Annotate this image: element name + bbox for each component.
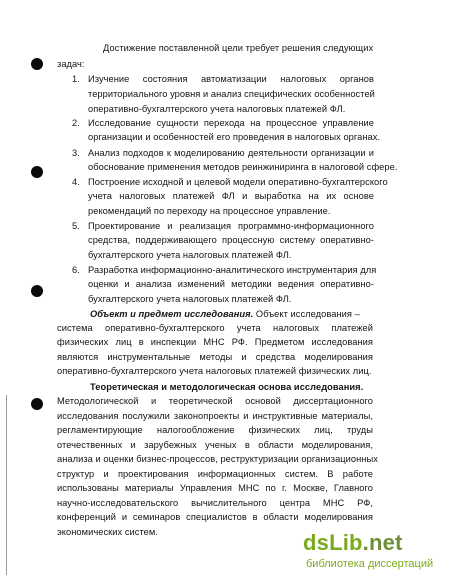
object-line: физических лиц в инспекции МНС РФ. Предметом исследования <box>57 337 373 347</box>
theory-line: отечественных и зарубежных ученых в области моделирования, <box>57 440 373 450</box>
logo-tld-text: .net <box>362 530 403 555</box>
task-line: бухгалтерского учета налоговых платежей ФЛ. <box>88 250 292 260</box>
dslib-logo <box>303 530 403 556</box>
task-number: 5. <box>72 221 80 231</box>
theory-line: научно-исследовательского вычислительного центра МНС РФ, <box>57 498 373 508</box>
theory-line: исследования послужили законопроекты и инструктивные материалы, <box>57 411 373 421</box>
task-line: Построение исходной и целевой модели оперативно-бухгалтерского <box>88 177 388 187</box>
task-line: обоснование применения методов реинжиниринга в налоговой сфере. <box>88 162 398 172</box>
task-line: Изучение состояния автоматизации налоговых органов <box>88 74 374 84</box>
object-line: оперативно-бухгалтерского учета налоговых платежей физических лиц. <box>57 366 372 376</box>
task-number: 2. <box>72 118 80 128</box>
object-heading: Объект и предмет исследования. <box>90 309 254 319</box>
object-line: система оперативно-бухгалтерского учета налоговых платежей <box>57 323 373 333</box>
task-number: 6. <box>72 265 80 275</box>
object-line: являются инструментальные методы и средства моделирования <box>57 352 373 362</box>
task-line: бухгалтерского учета налоговых платежей ФЛ. <box>88 294 292 304</box>
theory-line: анализа и оценки бизнес-процессов, реструктуризации организационных <box>57 454 378 464</box>
theory-heading: Теоретическая и методологическая основа исследования. <box>90 382 364 392</box>
intro-line: Достижение поставленной цели требует решения следующих <box>103 43 374 53</box>
task-line: рекомендаций по переходу на процессное управление. <box>88 206 331 216</box>
task-line: Анализ подходов к моделированию деятельности организации и <box>88 148 374 158</box>
task-line: организации и особенностей его проведения в налоговых органах. <box>88 132 381 142</box>
task-line: учета налоговых платежей ФЛ и выработка на их основе <box>88 191 374 201</box>
task-line: Исследование сущности перехода на процессное управление <box>88 118 374 128</box>
theory-line: регламентирующие налогообложение физических лиц, труды <box>57 425 373 435</box>
task-line: оперативно-бухгалтерского учета налоговых платежей ФЛ. <box>88 104 346 114</box>
task-line: оценки и анализа изменений методики ведения оперативно- <box>88 279 374 289</box>
intro-line: задач: <box>57 59 85 69</box>
watermark-subtitle: библиотека диссертаций <box>306 558 434 570</box>
object-first-line <box>90 308 360 321</box>
task-number: 3. <box>72 148 80 158</box>
theory-line: использованы материалы Управления МНС по г. Москве, Главного <box>57 483 373 493</box>
theory-line: Методологической и теоретической основой диссертационного <box>57 396 373 406</box>
dslib-watermark <box>303 530 446 578</box>
task-line: средства, поддерживающего процессную систему оперативно- <box>88 235 374 245</box>
theory-line: экономических систем. <box>57 527 158 537</box>
theory-line: структур и проектирования информационных систем. В работе <box>57 469 373 479</box>
task-number: 4. <box>72 177 80 187</box>
task-line: Проектирование и реализация программно-информационного <box>88 221 374 231</box>
logo-main-text: dsLib <box>303 530 363 555</box>
task-line: территориального уровня и анализ специфических особенностей <box>88 89 375 99</box>
object-lead-text: Объект исследования – <box>253 309 360 319</box>
theory-line: конференций и семинаров специалистов в области моделирования <box>57 512 373 522</box>
task-line: Разработка информационно-аналитического инструментария для <box>88 265 377 275</box>
task-number: 1. <box>72 74 80 84</box>
